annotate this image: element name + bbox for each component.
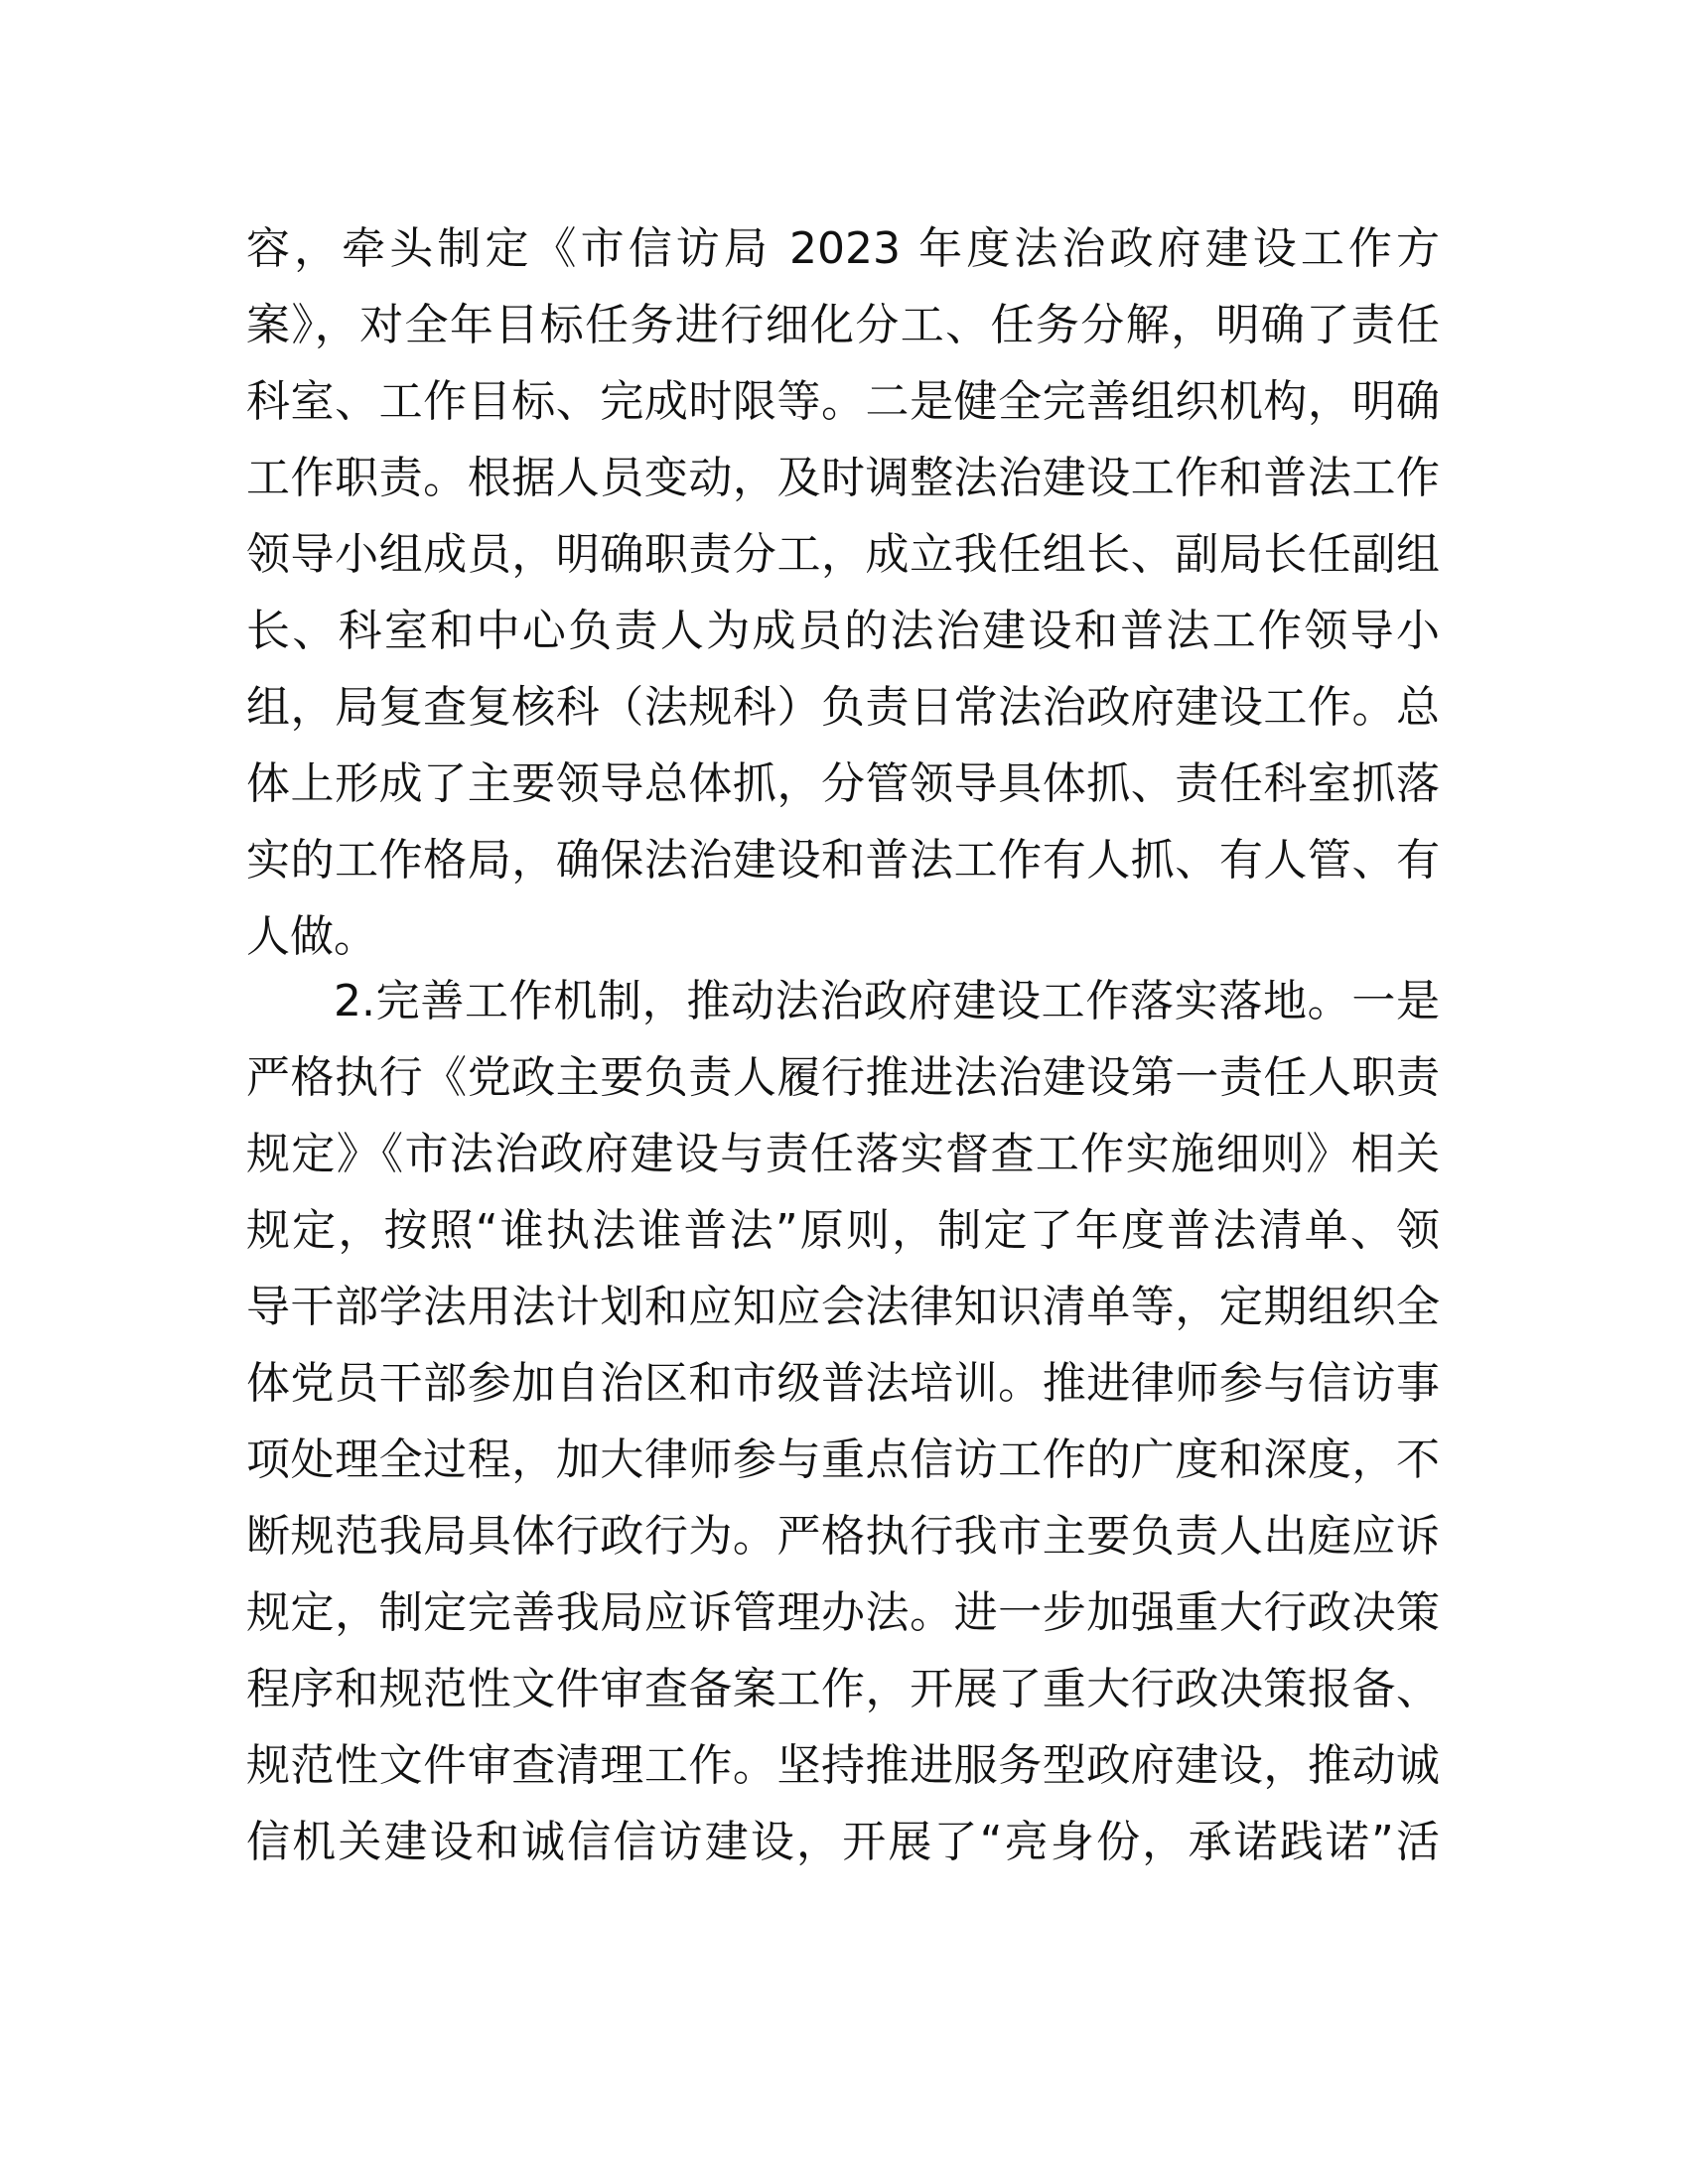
text-line: 案》，对全年目标任务进行细化分工、任务分解，明确了责任 (246, 300, 1440, 350)
text-line: 规定》《市法治政府建设与责任落实督查工作实施细则》相关 (246, 1129, 1440, 1179)
text-line: 体上形成了主要领导总体抓，分管领导具体抓、责任科室抓落 (246, 758, 1440, 809)
paragraph-work-mechanism (246, 963, 1440, 1880)
paragraph-org-structure (246, 210, 1440, 975)
text-line: 程序和规范性文件审查备案工作，开展了重大行政决策报备、 (246, 1664, 1440, 1714)
text-line: 项处理全过程，加大律师参与重点信访工作的广度和深度，不 (246, 1434, 1440, 1485)
text-line: 组，局复查复核科（法规科）负责日常法治政府建设工作。总 (246, 682, 1440, 733)
text-line: 断规范我局具体行政行为。严格执行我市主要负责人出庭应诉 (246, 1511, 1440, 1562)
text-line: 2.完善工作机制，推动法治政府建设工作落实落地。一是 (334, 976, 1440, 1026)
text-line: 信机关建设和诚信信访建设，开展了“亮身份，承诺践诺”活 (246, 1817, 1440, 1867)
text-line: 长、科室和中心负责人为成员的法治建设和普法工作领导小 (246, 606, 1440, 656)
text-line: 规范性文件审查清理工作。坚持推进服务型政府建设，推动诚 (246, 1740, 1440, 1791)
text-line: 规定，按照“谁执法谁普法”原则，制定了年度普法清单、领 (246, 1205, 1440, 1256)
text-line: 规定，制定完善我局应诉管理办法。进一步加强重大行政决策 (246, 1587, 1440, 1638)
text-line: 领导小组成员，明确职责分工，成立我任组长、副局长任副组 (246, 529, 1440, 580)
text-line: 体党员干部参加自治区和市级普法培训。推进律师参与信访事 (246, 1358, 1440, 1409)
text-line: 实的工作格局，确保法治建设和普法工作有人抓、有人管、有 (246, 835, 1440, 886)
text-line: 容，牵头制定《市信访局 2023 年度法治政府建设工作方 (246, 223, 1440, 274)
text-line: 人做。 (246, 911, 377, 962)
text-line: 工作职责。根据人员变动，及时调整法治建设工作和普法工作 (246, 453, 1440, 503)
text-line: 导干部学法用法计划和应知应会法律知识清单等，定期组织全 (246, 1282, 1440, 1332)
text-line: 科室、工作目标、完成时限等。二是健全完善组织机构，明确 (246, 376, 1440, 427)
text-line: 严格执行《党政主要负责人履行推进法治建设第一责任人职责 (246, 1052, 1440, 1103)
